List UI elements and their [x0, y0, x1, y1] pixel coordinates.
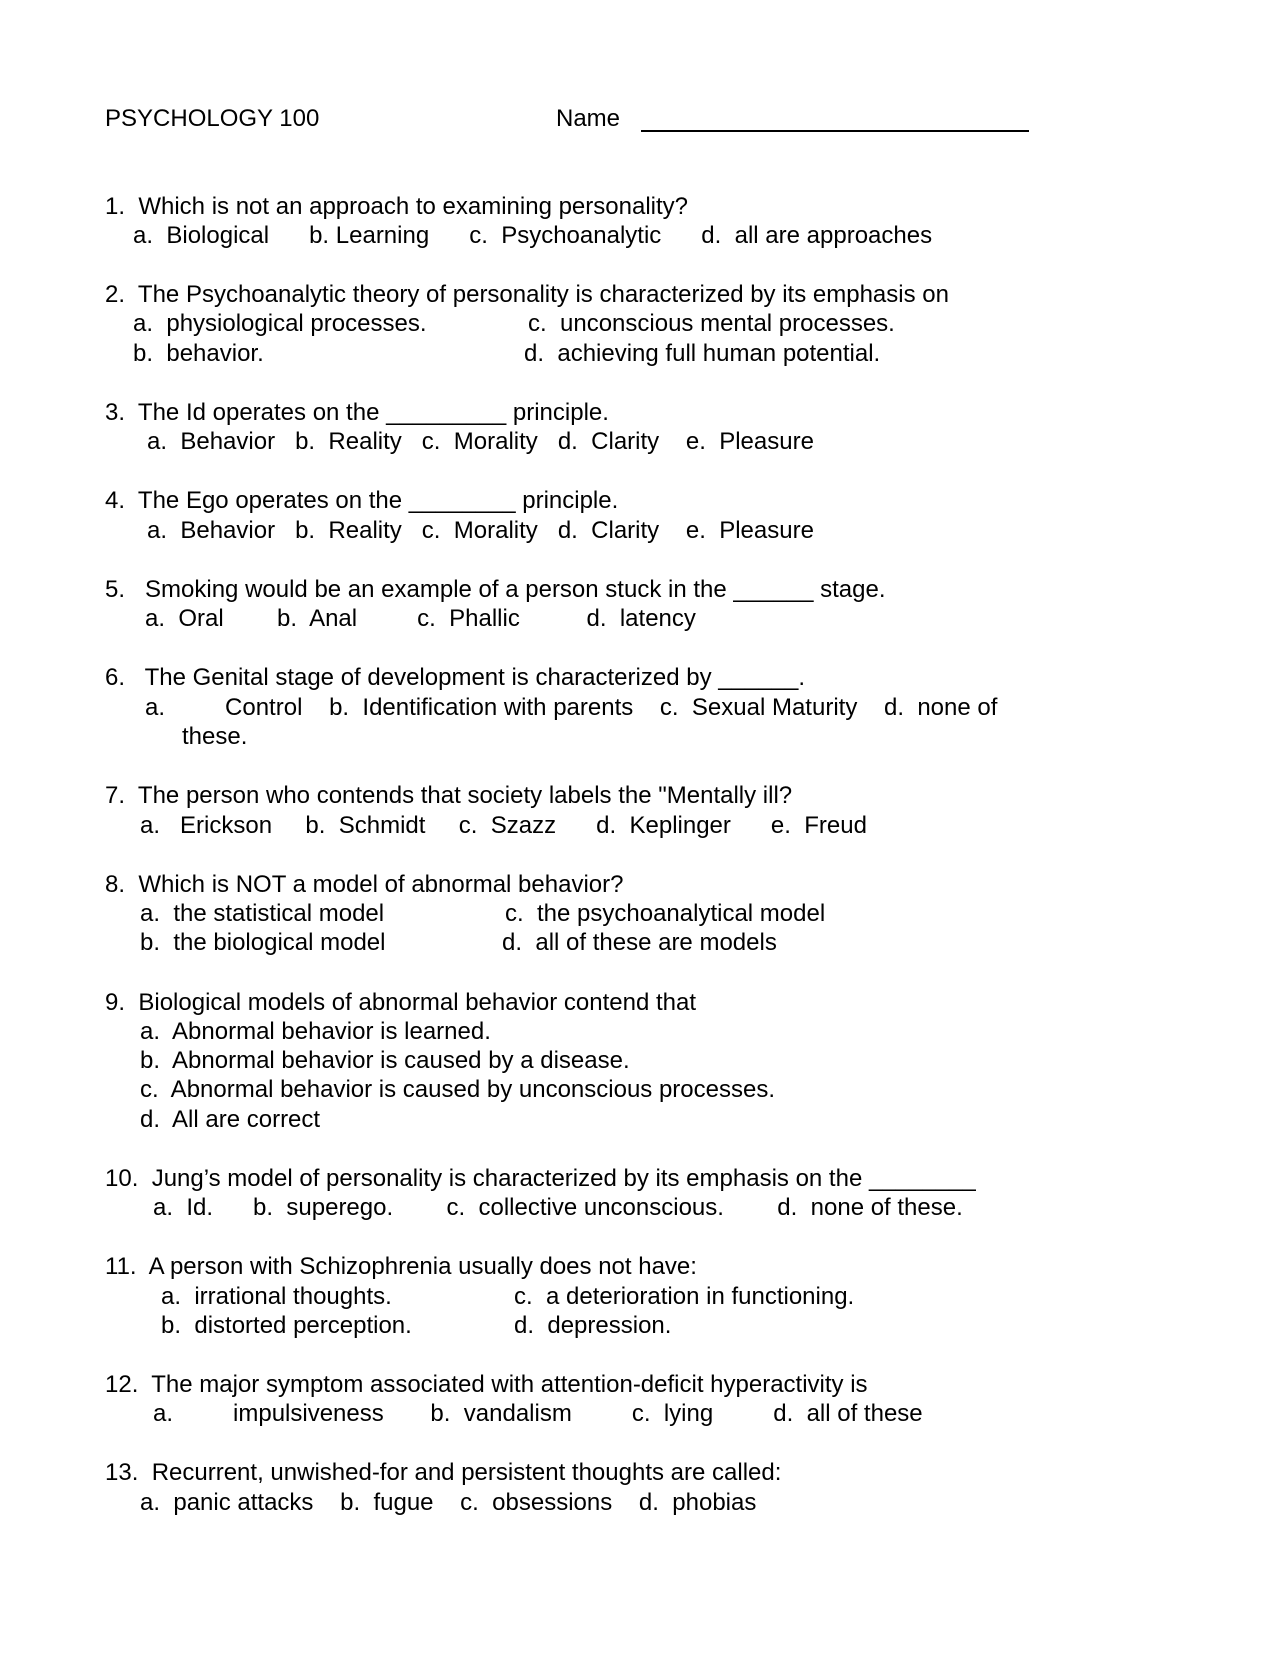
- name-label: Name: [556, 105, 621, 132]
- question-12-stem: 12. The major symptom associated with attention-deficit hyperactivity is: [105, 1371, 868, 1398]
- question-13-options: a. panic attacks b. fugue c. obsessions d. phobias: [140, 1489, 757, 1516]
- question-6-stem: 6. The Genital stage of development is characterized by ______.: [105, 664, 805, 691]
- question-1-stem: 1. Which is not an approach to examining personality?: [105, 193, 688, 220]
- question-5-stem: 5. Smoking would be an example of a person stuck in the ______ stage.: [105, 576, 886, 603]
- question-11-option-a: a. irrational thoughts.: [161, 1283, 392, 1310]
- question-2-stem: 2. The Psychoanalytic theory of personality is characterized by its emphasis on: [105, 281, 949, 308]
- question-1-options: a. Biological b. Learning c. Psychoanalytic d. all are approaches: [133, 222, 933, 249]
- question-9-option-a: a. Abnormal behavior is learned.: [140, 1018, 491, 1045]
- question-8-option-a: a. the statistical model: [140, 900, 385, 927]
- question-8-stem: 8. Which is NOT a model of abnormal behavior?: [105, 871, 624, 898]
- question-11-option-b: b. distorted perception.: [161, 1312, 412, 1339]
- question-8-option-b: b. the biological model: [140, 929, 386, 956]
- question-4-stem: 4. The Ego operates on the ________ principle.: [105, 487, 619, 514]
- question-3-stem: 3. The Id operates on the _________ principle.: [105, 399, 609, 426]
- question-8-option-c: c. the psychoanalytical model: [505, 900, 826, 927]
- question-11-option-d: d. depression.: [514, 1312, 672, 1339]
- name-blank-line[interactable]: [641, 130, 1029, 132]
- question-9-stem: 9. Biological models of abnormal behavior contend that: [105, 989, 697, 1016]
- question-4-options: a. Behavior b. Reality c. Morality d. Clarity e. Pleasure: [147, 517, 814, 544]
- question-13-stem: 13. Recurrent, unwished-for and persistent thoughts are called:: [105, 1459, 782, 1486]
- question-5-options: a. Oral b. Anal c. Phallic d. latency: [145, 605, 696, 632]
- question-6-options: a. Control b. Identification with parents c. Sexual Maturity d. none of: [145, 694, 998, 721]
- question-2-option-b: b. behavior.: [133, 340, 264, 367]
- question-8-option-d: d. all of these are models: [502, 929, 777, 956]
- question-9-option-c: c. Abnormal behavior is caused by unconscious processes.: [140, 1076, 776, 1103]
- question-9-option-d: d. All are correct: [140, 1106, 321, 1133]
- question-11-stem: 11. A person with Schizophrenia usually does not have:: [105, 1253, 697, 1280]
- question-2-option-d: d. achieving full human potential.: [524, 340, 881, 367]
- question-3-options: a. Behavior b. Reality c. Morality d. Clarity e. Pleasure: [147, 428, 814, 455]
- question-6-options-wrap: these.: [182, 723, 248, 750]
- question-2-option-a: a. physiological processes.: [133, 310, 427, 337]
- question-2-option-c: c. unconscious mental processes.: [528, 310, 895, 337]
- question-10-stem: 10. Jung’s model of personality is characterized by its emphasis on the ________: [105, 1165, 976, 1192]
- question-7-stem: 7. The person who contends that society labels the "Mentally ill?: [105, 782, 793, 809]
- question-12-options: a. impulsiveness b. vandalism c. lying d. all of these: [153, 1400, 923, 1427]
- course-title: PSYCHOLOGY 100: [105, 105, 320, 132]
- question-7-options: a. Erickson b. Schmidt c. Szazz d. Keplinger e. Freud: [140, 812, 867, 839]
- question-11-option-c: c. a deterioration in functioning.: [514, 1283, 855, 1310]
- question-10-options: a. Id. b. superego. c. collective unconscious. d. none of these.: [153, 1194, 963, 1221]
- question-9-option-b: b. Abnormal behavior is caused by a disease.: [140, 1047, 630, 1074]
